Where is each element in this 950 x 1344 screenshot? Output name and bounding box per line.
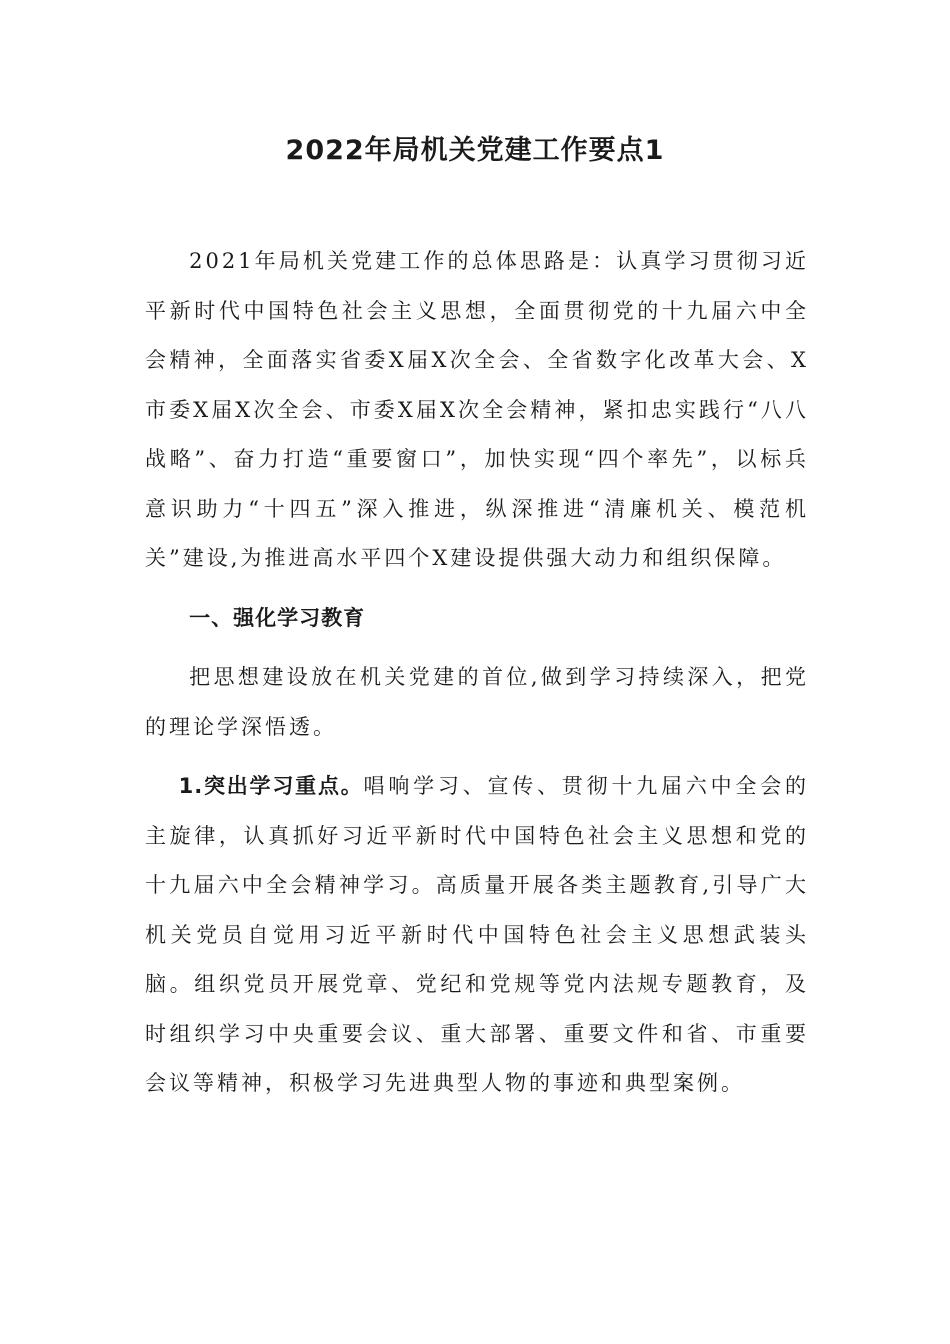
document-title: 2022年局机关党建工作要点1 [285,135,665,166]
section-intro-paragraph: 把思想建设放在机关党建的首位,做到学习持续深入，把党的理论学深悟透。 [145,665,809,739]
item-text: 唱响学习、宣传、贯彻十九届六中全会的主旋律，认真抓好习近平新时代中国特色社会主义思想和党的十九届六中全会精神学习。高质量开展各类主题教育,引导广大机关党员自觉用习近平新时代中国特色社会主义思想武装头脑。组织党员开展党章、党纪和党规等党内法规专题教育，及时组织学习中央重要会议、重大部署、重要文件和省、市重要会议等精神，积极学习先进典型人物的事迹和典型案例。 [145,774,810,1095]
document-body [145,237,809,1109]
section-heading: 一、强化学习教育 [189,605,366,630]
intro-paragraph: 2021年局机关党建工作的总体思路是：认真学习贯彻习近平新时代中国特色社会主义思想，全面贯彻党的十九届六中全会精神，全面落实省委X届X次全会、全省数字化改革大会、X市委X届X次全会、市委X届X次全会精神，紧扣忠实践行“八八战略”、奋力打造“重要窗口”，加快实现“四个率先”，以标兵意识助力“十四五”深入推进，纵深推进“清廉机关、模范机关”建设,为推进高水平四个X建设提供强大动力和组织保障。 [145,249,809,570]
item-label: 1.突出学习重点。 [178,774,364,798]
item-paragraph [145,762,809,1109]
